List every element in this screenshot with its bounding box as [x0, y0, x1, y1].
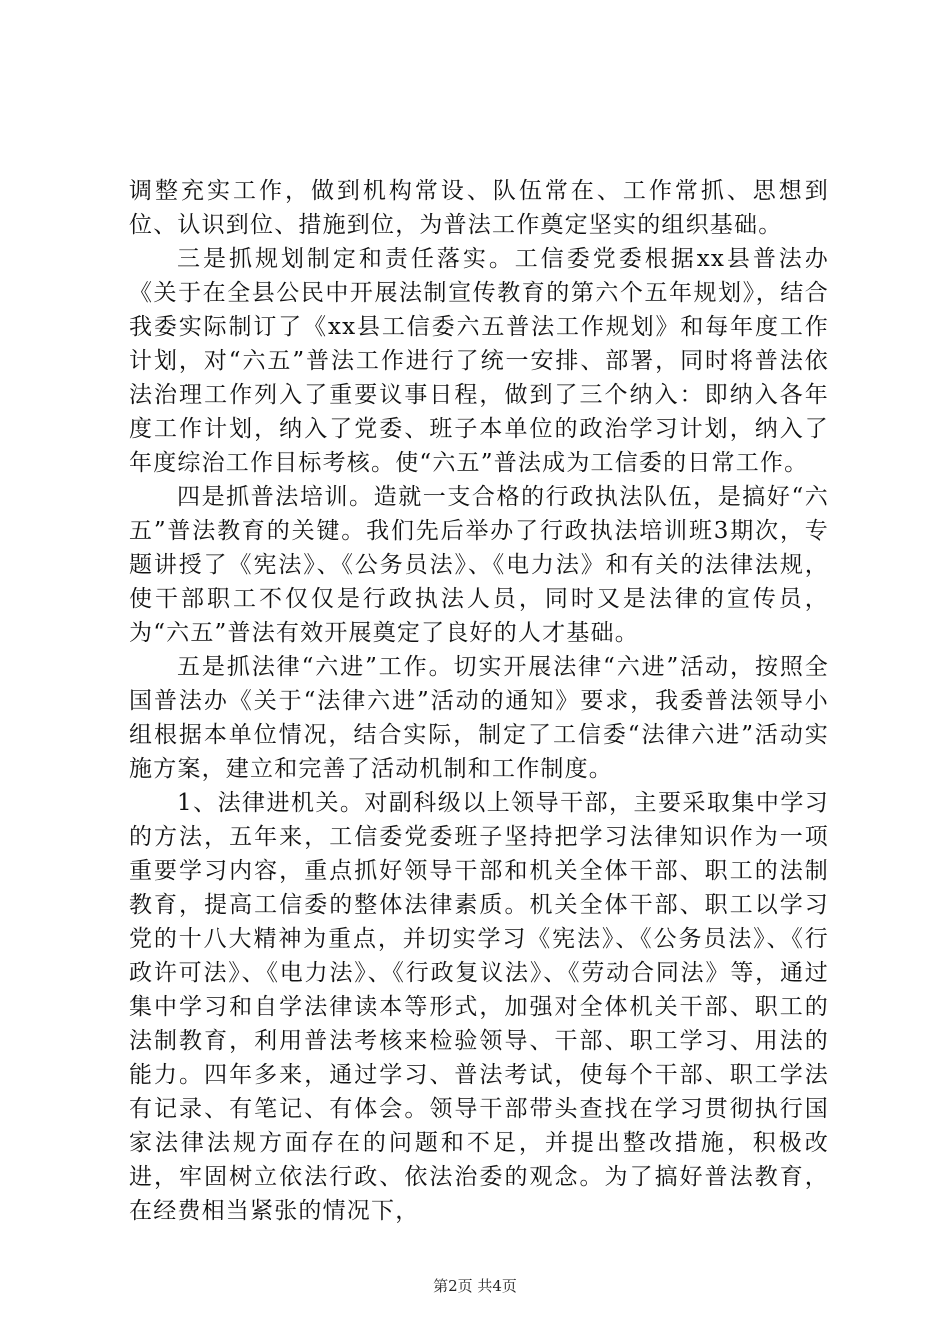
paragraph-law-in-agencies: 1、法律进机关。对副科级以上领导干部，主要采取集中学习的方法，五年来，工信委党委班子坚持把学习法律知识作为一项重要学习内容，重点抓好领导干部和机关全体干部、职工的法制教育，提高工信委的整体法律素质。机关全体干部、职工以学习党的十八大精神为重点，并切实学习《宪法》、《公务员法》、《行政许可法》、《电力法》、《行政复议法》、《劳动合同法》等，通过集中学习和自学法律读本等形式，加强对全体机关干部、职工的法制教育，利用普法考核来检验领导、干部、职工学习、用法的能力。四年多来，通过学习、普法考试，使每个干部、职工学法有记录、有笔记、有体会。领导干部带头查找在学习贯彻执行国家法律法规方面存在的问题和不足，并提出整改措施，积极改进，牢固树立依法行政、依法治委的观念。为了搞好普法教育，在经费相当紧张的情况下，: [129, 790, 829, 1224]
paragraph-six-entries: 五是抓法律“六进”工作。切实开展法律“六进”活动，按照全国普法办《关于“法律六进”活动的通知》要求，我委普法领导小组根据本单位情况，结合实际，制定了工信委“法律六进”活动实施方案，建立和完善了活动机制和工作制度。: [129, 654, 829, 782]
paragraph-training: 四是抓普法培训。造就一支合格的行政执法队伍，是搞好“六五”普法教育的关键。我们先后举办了行政执法培训班3期次，专题讲授了《宪法》、《公务员法》、《电力法》和有关的法律法规，使干部职工不仅仅是行政执法人员，同时又是法律的宣传员，为“六五”普法有效开展奠定了良好的人才基础。: [129, 484, 829, 646]
page-number-footer: 第2页 共4页: [433, 1277, 517, 1295]
paragraph-planning: 三是抓规划制定和责任落实。工信委党委根据xx县普法办《关于在全县公民中开展法制宣传教育的第六个五年规划》，结合我委实际制订了《xx县工信委六五普法工作规划》和每年度工作计划，对“六五”普法工作进行了统一安排、部署，同时将普法依法治理工作列入了重要议事日程，做到了三个纳入：即纳入各年度工作计划，纳入了党委、班子本单位的政治学习计划，纳入了年度综治工作目标考核。使“六五”普法成为工信委的日常工作。: [129, 246, 829, 476]
paragraph-continuation: 调整充实工作，做到机构常设、队伍常在、工作常抓、思想到位、认识到位、措施到位，为普法工作奠定坚实的组织基础。: [129, 178, 829, 238]
document-body: [129, 174, 829, 1228]
